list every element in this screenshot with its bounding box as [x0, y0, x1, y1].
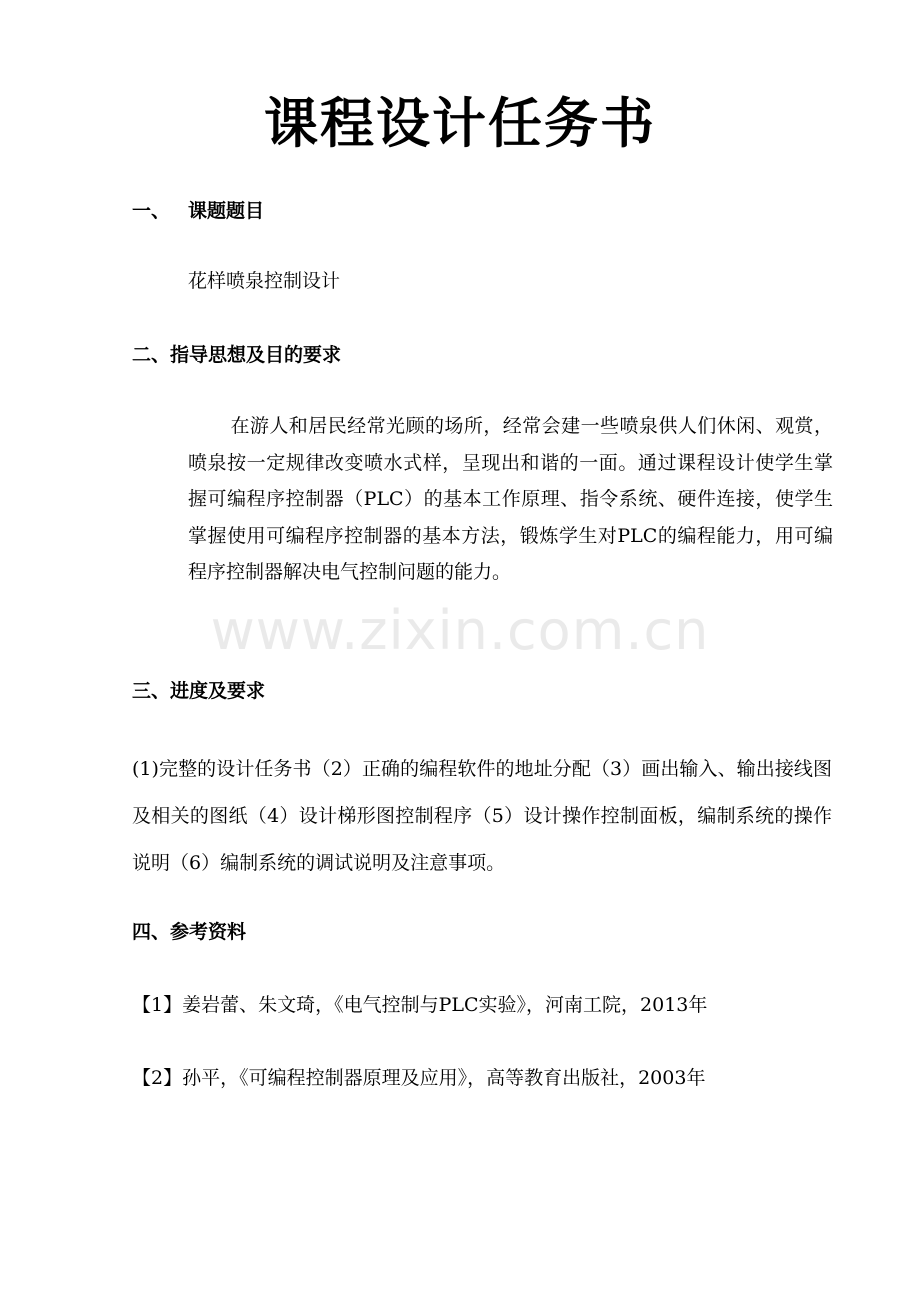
reference-item: 【2】孙平，《可编程控制器原理及应用》，高等教育出版社，2003年 — [132, 1067, 706, 1089]
purpose-paragraph — [188, 408, 833, 591]
section-title: 进度及要求 — [170, 680, 266, 702]
topic-text: 花样喷泉控制设计 — [188, 270, 341, 292]
section-title: 参考资料 — [170, 921, 247, 943]
section-heading-schedule — [132, 677, 265, 705]
reference-item: 【1】姜岩蕾、朱文琦，《电气控制与PLC实验》，河南工院，2013年 — [132, 994, 708, 1016]
section-heading-topic — [132, 197, 264, 225]
section-number: 四、 — [132, 921, 171, 943]
section-number: 三、 — [132, 680, 171, 702]
section-heading-purpose — [132, 341, 341, 369]
requirements-paragraph: (1)完整的设计任务书（2）正确的编程软件的地址分配（3）画出输入、输出接线图及相关的图纸（4）设计梯形图控制程序（5）设计操作控制面板，编制系统的操作说明（6）编制系统的调试说明及注意事项。 — [132, 758, 832, 874]
section-heading-references — [132, 918, 246, 946]
watermark: www.zixin.com.cn — [210, 599, 710, 662]
section-title: 指导思想及目的要求 — [170, 344, 342, 366]
section-title: 课题题目 — [188, 200, 265, 222]
section-number: 一、 — [132, 200, 171, 222]
page-title: 课程设计任务书 — [264, 92, 656, 155]
section-number: 二、 — [132, 344, 171, 366]
purpose-text: 在游人和居民经常光顾的场所，经常会建一些喷泉供人们休闲、观赏，喷泉按一定规律改变喷水式样，呈现出和谐的一面。通过课程设计使学生掌握可编程序控制器（PLC）的基本工作原理、指令系统、硬件连接，使学生掌握使用可编程序控制器的基本方法，锻炼学生对PLC的编程能力，用可编程序控制器解决电气控制问题的能力。 — [188, 415, 833, 584]
